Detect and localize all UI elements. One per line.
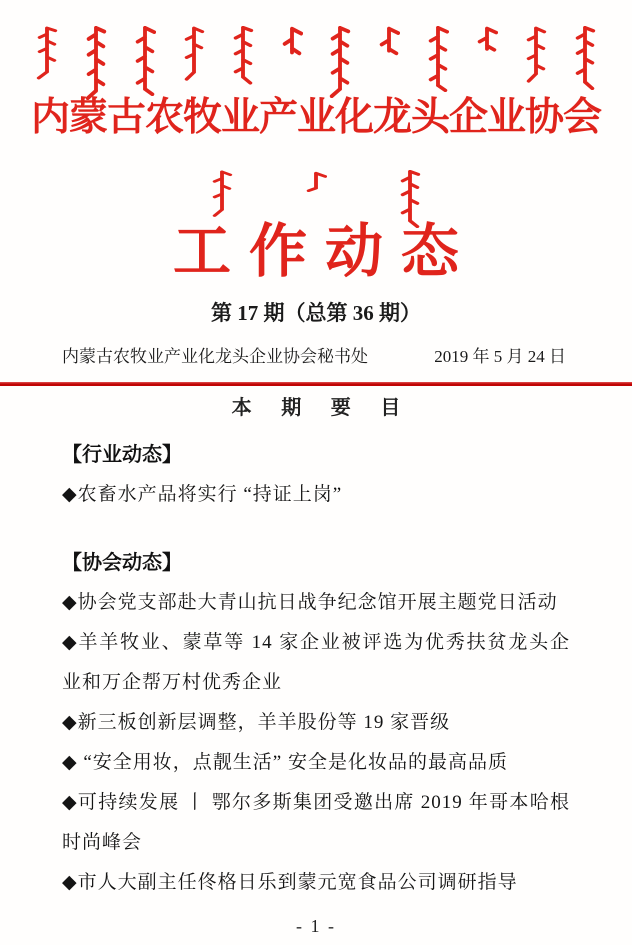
mongolian-script-icon	[305, 170, 327, 192]
publication-line	[0, 346, 632, 367]
mongolian-script-row-top	[36, 26, 596, 100]
section-industry-news	[62, 435, 570, 515]
section-heading: 【协会动态】	[62, 552, 182, 574]
toc-item: ◆协会党支部赴大青山抗日战争纪念馆开展主题党日活动	[62, 592, 558, 613]
section-heading: 【行业动态】	[62, 444, 182, 466]
mongolian-script-icon	[183, 26, 205, 82]
toc-item: ◆ “安全用妆，点靓生活” 安全是化妆品的最高品质	[62, 752, 508, 773]
mongolian-script-icon	[232, 26, 254, 86]
mongolian-script-row-middle	[0, 170, 632, 226]
mongolian-script-icon	[525, 26, 547, 84]
mongolian-script-icon	[211, 170, 233, 218]
association-title: 内蒙古农牧业产业化龙头企业协会	[30, 96, 601, 139]
mongolian-script-icon	[476, 26, 498, 54]
publisher-name: 内蒙古农牧业产业化龙头企业协会秘书处	[62, 347, 368, 366]
toc-item: ◆新三板创新层调整，羊羊股份等 19 家晋级	[62, 712, 451, 733]
contents-title: 本 期 要 目	[231, 397, 413, 419]
divider-rule	[0, 382, 632, 386]
toc-item: ◆羊羊牧业、蒙草等 14 家企业被评选为优秀扶贫龙头企业和万企帮万村优秀企业	[62, 632, 570, 693]
section-association-news	[62, 543, 570, 903]
toc-item: ◆农畜水产品将实行 “持证上岗”	[62, 484, 343, 505]
mongolian-script-icon	[281, 26, 303, 58]
mongolian-script-icon	[134, 26, 156, 96]
mongolian-script-icon	[36, 26, 58, 80]
mongolian-script-icon	[427, 26, 449, 92]
bulletin-title: 工作动态	[172, 219, 477, 284]
table-of-contents	[0, 435, 632, 903]
mongolian-script-icon	[378, 26, 400, 56]
toc-item: ◆可持续发展 丨 鄂尔多斯集团受邀出席 2019 年哥本哈根时尚峰会	[62, 792, 570, 853]
issue-number: 第 17 期（总第 36 期）	[211, 301, 421, 325]
publish-date: 2019 年 5 月 24 日	[434, 347, 566, 366]
mongolian-script-icon	[329, 26, 351, 98]
mongolian-script-icon	[85, 26, 107, 100]
toc-item: ◆市人大副主任佟格日乐到蒙元宽食品公司调研指导	[62, 872, 518, 893]
mongolian-script-icon	[574, 26, 596, 90]
page-number: - 1 -	[296, 916, 336, 936]
